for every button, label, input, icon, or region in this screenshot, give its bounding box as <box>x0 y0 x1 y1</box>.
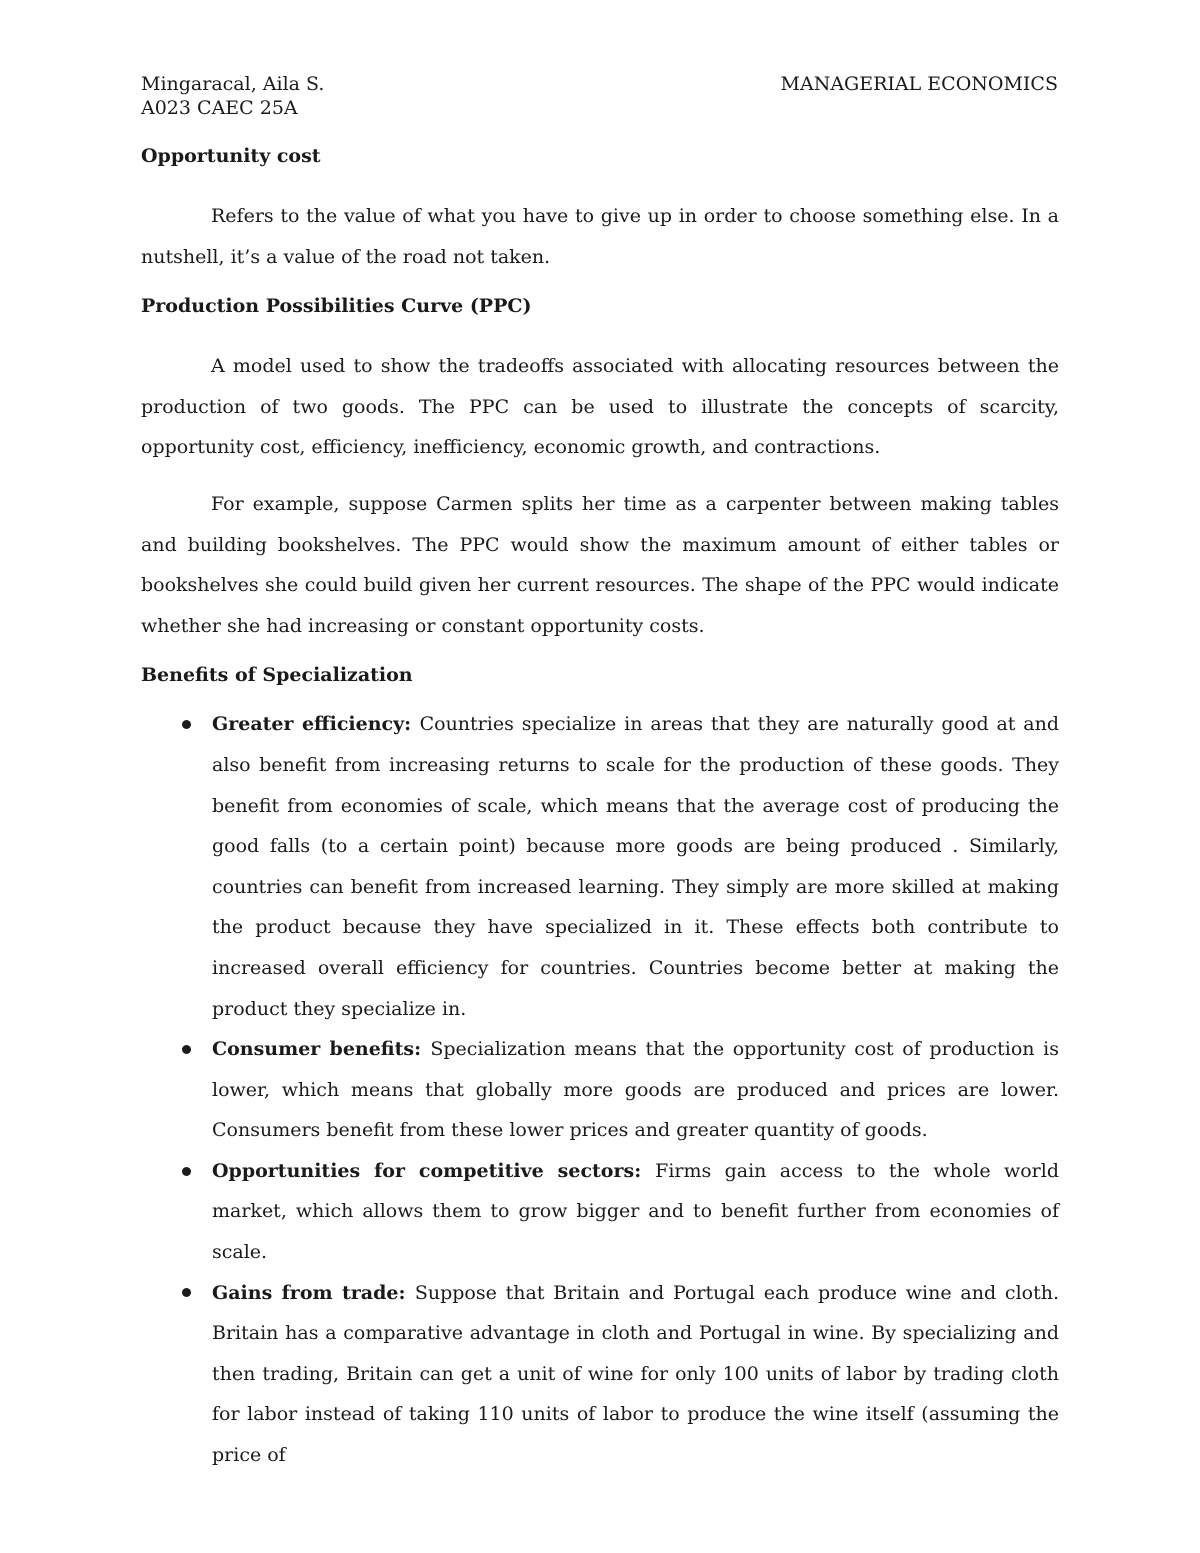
heading-opportunity-cost: Opportunity cost <box>141 145 321 167</box>
list-item-term: Consumer benefits: <box>212 1038 431 1061</box>
list-item-text: Specialization means that the opportunity cost of production is lower, which means that globally more goods are produced and prices are lower. Consumers benefit from these lower prices and greater quantity of goods. <box>212 1038 1059 1142</box>
bullet-icon <box>179 1151 193 1192</box>
bullet-icon <box>179 1273 193 1314</box>
heading-ppc: Production Possibilities Curve (PPC) <box>141 295 532 318</box>
list-item <box>141 704 1059 1029</box>
header-author-block <box>141 72 324 120</box>
paragraph-ppc-example: For example, suppose Carmen splits her time as a carpenter between making tables and building bookshelves. The PPC would show the maximum amount of either tables or bookshelves she could build given her current resources. The shape of the PPC would indicate whether she had increasing or constant opportunity costs. <box>141 492 1059 637</box>
list-item-text: Countries specialize in areas that they are naturally good at and also benefit from increasing returns to scale for the production of these goods. They benefit from economies of scale, which means that the average cost of producing the good falls (to a certain point) because more goods are being produced . Similarly, countries can benefit from increased learning. They simply are more skilled at making the product because they have specialized in it. These effects both contribute to increased overall efficiency for countries. Countries become better at making the product they specialize in. <box>212 713 1060 1020</box>
list-item-text: Suppose that Britain and Portugal each produce wine and cloth. Britain has a comparative advantage in cloth and Portugal in wine. By specializing and then trading, Britain can get a unit of wine for only 100 units of labor by trading cloth for labor instead of taking 110 units of labor to produce the wine itself (assuming the price of <box>212 1281 1060 1467</box>
list-item <box>141 1151 1059 1273</box>
section-code: A023 CAEC 25A <box>141 97 298 119</box>
bullet-icon <box>179 1029 193 1070</box>
list-item <box>141 1029 1059 1151</box>
specialization-benefits-list <box>141 704 1059 1475</box>
list-item-term: Gains from trade: <box>212 1281 415 1304</box>
document-body <box>141 143 1059 1476</box>
paragraph-opportunity-cost: Refers to the value of what you have to give up in order to choose something else. In a nutshell, it’s a value of the road not taken. <box>141 205 1059 268</box>
heading-specialization: Benefits of Specialization <box>141 664 413 687</box>
list-item <box>141 1273 1059 1476</box>
paragraph-ppc-definition: A model used to show the tradeoffs associated with allocating resources between the production of two goods. The PPC can be used to illustrate the concepts of scarcity, opportunity cost, efficiency, inefficiency, economic growth, and contractions. <box>141 355 1059 459</box>
course-title: MANAGERIAL ECONOMICS <box>780 73 1058 95</box>
author-name: Mingaracal, Aila S. <box>141 73 325 95</box>
list-item-term: Greater efficiency: <box>212 713 420 736</box>
list-item-text: Firms gain access to the whole world market, which allows them to grow bigger and to benefit further from economies of scale. <box>212 1159 1059 1264</box>
bullet-icon <box>179 704 193 745</box>
list-item-term: Opportunities for competitive sectors: <box>212 1159 656 1182</box>
